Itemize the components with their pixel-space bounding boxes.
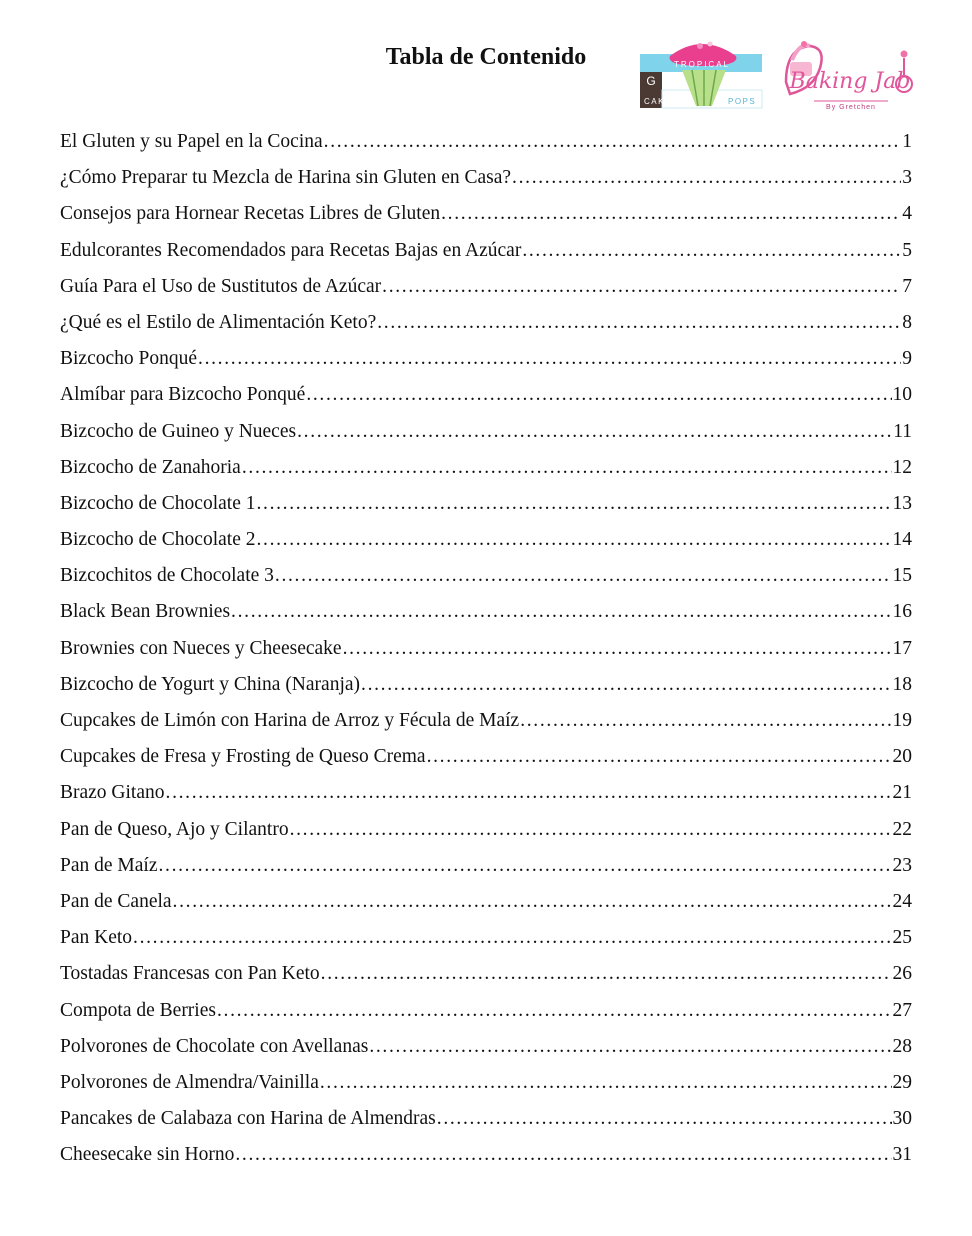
toc-entry[interactable] <box>60 631 912 667</box>
toc-entry-title: Almíbar para Bizcocho Ponqué <box>60 384 306 406</box>
dot-leader <box>441 196 901 232</box>
dot-leader <box>324 124 902 160</box>
toc-entry[interactable] <box>60 1137 912 1173</box>
toc-entry-page: 11 <box>893 420 912 442</box>
toc-entry-title: Bizcocho de Yogurt y China (Naranja) <box>60 673 361 695</box>
toc-entry[interactable] <box>60 305 912 341</box>
toc-entry[interactable] <box>60 486 912 522</box>
toc-entry-page: 21 <box>892 782 912 804</box>
toc-entry[interactable] <box>60 848 912 884</box>
logo-tropical-text: TROPICAL <box>673 60 731 69</box>
baking-jab-logo <box>776 38 926 114</box>
toc-entry-page: 29 <box>892 1071 912 1093</box>
logo-area <box>640 38 940 116</box>
toc-entry-page: 23 <box>892 854 912 876</box>
toc-entry[interactable] <box>60 160 912 196</box>
toc-entry[interactable] <box>60 1029 912 1065</box>
toc-entry-title: ¿Qué es el Estilo de Alimentación Keto? <box>60 311 377 333</box>
dot-leader <box>382 269 901 305</box>
toc-entry-title: Polvorones de Almendra/Vainilla <box>60 1071 319 1093</box>
toc-entry-page: 8 <box>902 311 912 333</box>
toc-entry-page: 14 <box>892 529 912 551</box>
toc-entry[interactable] <box>60 739 912 775</box>
dot-leader <box>377 305 901 341</box>
toc-entry[interactable] <box>60 377 912 413</box>
toc-entry[interactable] <box>60 558 912 594</box>
toc-entry-title: Tostadas Francesas con Pan Keto <box>60 963 320 985</box>
dot-leader <box>321 956 892 992</box>
toc-entry-title: Pan de Maíz <box>60 854 158 876</box>
toc-entry[interactable] <box>60 269 912 305</box>
toc-entry[interactable] <box>60 341 912 377</box>
dot-leader <box>361 667 891 703</box>
toc-entry-page: 4 <box>902 203 912 225</box>
toc-entry-title: Cheesecake sin Horno <box>60 1144 235 1166</box>
toc-entry-page: 16 <box>892 601 912 623</box>
logo-byline-text: By Gretchen <box>826 104 876 111</box>
dot-leader <box>198 341 901 377</box>
toc-entry-page: 1 <box>902 131 912 152</box>
dot-leader <box>235 1137 891 1173</box>
toc-entry[interactable] <box>60 1065 912 1101</box>
toc-entry-page: 26 <box>892 963 912 985</box>
toc-entry-page: 3 <box>902 167 912 189</box>
toc-entry-title: Pan de Canela <box>60 890 172 912</box>
dot-leader <box>437 1101 892 1137</box>
toc-entry[interactable] <box>60 812 912 848</box>
dot-leader <box>242 450 892 486</box>
toc-entry-page: 31 <box>892 1144 912 1166</box>
toc-entry[interactable] <box>60 1101 912 1137</box>
toc-entry[interactable] <box>60 667 912 703</box>
dot-leader <box>520 703 891 739</box>
tropical-cake-pops-logo <box>640 40 768 110</box>
toc-entry-page: 9 <box>902 348 912 370</box>
dot-leader <box>173 884 892 920</box>
toc-entry-title: Bizcocho Ponqué <box>60 348 198 370</box>
toc-entry-page: 7 <box>902 275 912 297</box>
dot-leader <box>256 486 891 522</box>
logo-cake-text: CAKE <box>644 97 672 106</box>
toc-entry[interactable] <box>60 414 912 450</box>
toc-entry[interactable] <box>60 920 912 956</box>
dot-leader <box>369 1029 891 1065</box>
toc-entry-page: 17 <box>892 637 912 659</box>
toc-entry-title: Bizcocho de Chocolate 2 <box>60 529 256 551</box>
toc-entry-title: Pancakes de Calabaza con Harina de Almendras <box>60 1108 436 1130</box>
logo-baking-text: Baking Jab <box>789 69 911 94</box>
toc-entry-title: Compota de Berries <box>60 999 216 1021</box>
toc-entry[interactable] <box>60 775 912 811</box>
toc-entry-page: 27 <box>892 999 912 1021</box>
dot-leader <box>522 233 901 269</box>
dot-leader <box>427 739 892 775</box>
toc-entry-page: 22 <box>892 818 912 840</box>
dot-leader <box>275 558 892 594</box>
toc-entry[interactable] <box>60 522 912 558</box>
toc-entry-page: 20 <box>892 746 912 768</box>
toc-entry-title: Polvorones de Chocolate con Avellanas <box>60 1035 369 1057</box>
toc-entry-title: Bizcochitos de Chocolate 3 <box>60 565 274 587</box>
toc-entry-page: 12 <box>892 456 912 478</box>
toc-entry-page: 15 <box>892 565 912 587</box>
toc-entry-title: Bizcocho de Guineo y Nueces <box>60 420 297 442</box>
toc-entry-title: Guía Para el Uso de Sustitutos de Azúcar <box>60 275 382 297</box>
toc-entry-page: 19 <box>892 710 912 731</box>
toc-entry[interactable] <box>60 124 912 160</box>
toc-entry-title: Bizcocho de Zanahoria <box>60 456 241 478</box>
toc-entry-title: Bizcocho de Chocolate 1 <box>60 492 256 514</box>
toc-entry-title: Cupcakes de Limón con Harina de Arroz y Fécula de Maíz <box>60 710 520 731</box>
logo-pops-text: POPS <box>728 97 757 106</box>
dot-leader <box>297 414 892 450</box>
toc-entry-page: 25 <box>892 927 912 949</box>
dot-leader <box>166 775 892 811</box>
dot-leader <box>256 522 891 558</box>
toc-entry-title: El Gluten y su Papel en la Cocina <box>60 131 323 152</box>
toc-entry-page: 13 <box>892 492 912 514</box>
toc-entry-page: 24 <box>892 890 912 912</box>
toc-entry-title: Consejos para Hornear Recetas Libres de Gluten <box>60 203 441 225</box>
dot-leader <box>343 631 892 667</box>
toc-entry-title: Edulcorantes Recomendados para Recetas Bajas en Azúcar <box>60 239 522 261</box>
dot-leader <box>158 848 891 884</box>
toc-entry[interactable] <box>60 703 912 739</box>
toc-entry-page: 18 <box>892 673 912 695</box>
toc-entry[interactable] <box>60 993 912 1029</box>
dot-leader <box>290 812 892 848</box>
dot-leader <box>217 993 892 1029</box>
toc-entry-title: Pan de Queso, Ajo y Cilantro <box>60 818 289 840</box>
title-text: Tabla de Contenido <box>385 44 587 70</box>
toc-entry[interactable] <box>60 450 912 486</box>
dot-leader <box>320 1065 892 1101</box>
toc-entry-title: Pan Keto <box>60 927 133 949</box>
toc-entry[interactable] <box>60 956 912 992</box>
toc-entry[interactable] <box>60 196 912 232</box>
toc-entry-page: 5 <box>902 239 912 261</box>
toc-entry-page: 28 <box>892 1035 912 1057</box>
toc-entry[interactable] <box>60 594 912 630</box>
dot-leader <box>133 920 891 956</box>
toc-entry-title: Brazo Gitano <box>60 782 165 804</box>
logo-letter-text: G <box>646 74 656 88</box>
dot-leader <box>231 594 891 630</box>
toc-entry-title: Black Bean Brownies <box>60 601 231 623</box>
toc-entry-page: 30 <box>892 1108 912 1130</box>
dot-leader <box>306 377 891 413</box>
dot-leader <box>512 160 901 196</box>
table-of-contents <box>60 124 912 1173</box>
toc-entry-title: ¿Cómo Preparar tu Mezcla de Harina sin Gluten en Casa? <box>60 167 512 189</box>
toc-entry-title: Brownies con Nueces y Cheesecake <box>60 637 342 659</box>
toc-entry-title: Cupcakes de Fresa y Frosting de Queso Crema <box>60 746 426 768</box>
toc-entry[interactable] <box>60 233 912 269</box>
toc-entry-page: 10 <box>892 384 912 406</box>
toc-entry[interactable] <box>60 884 912 920</box>
